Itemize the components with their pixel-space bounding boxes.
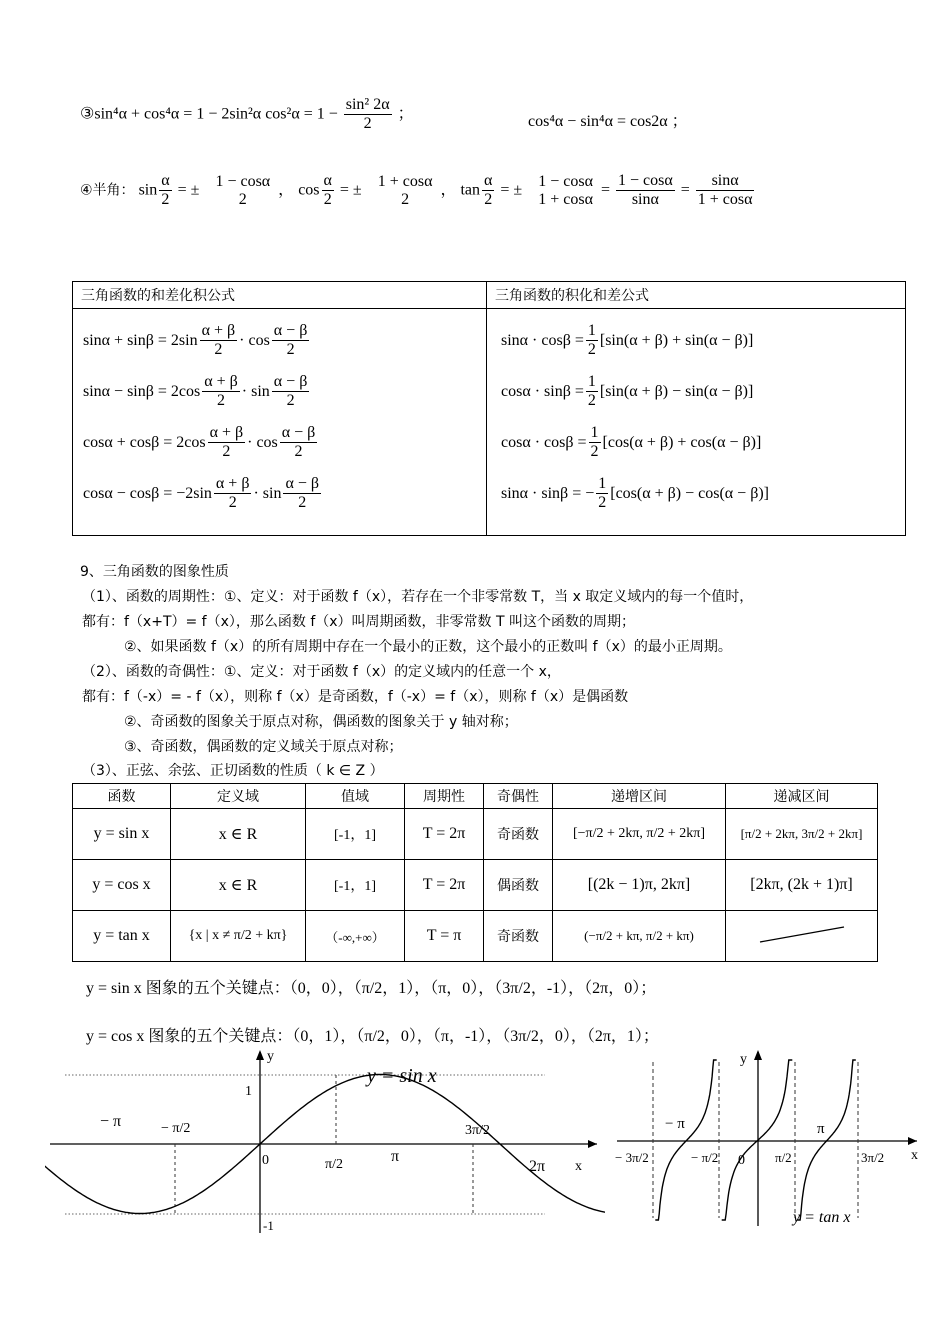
sin-graph (45, 1048, 605, 1238)
formula-3-right: cos⁴α − sin⁴α = cos2α ； (528, 113, 688, 130)
col-header: 递增区间 (553, 784, 726, 809)
cell-period: T = π (405, 911, 484, 962)
tick-label: 1 (245, 1084, 252, 1099)
tan-graph (615, 1048, 925, 1228)
tan-branch (797, 1060, 856, 1220)
origin-label: 0 (262, 1153, 269, 1168)
col-header: 定义域 (171, 784, 306, 809)
section-9-heading: 9、三角函数的图象性质 (80, 564, 229, 580)
text-line: ②、如果函数 f（x）的所有周期中存在一个最小的正数，这个最小的正数叫 f（x）的最小正周期。 (124, 639, 732, 655)
cell-decreasing: [π/2 + 2kπ, 3π/2 + 2kπ] (726, 809, 878, 860)
text-line: ③、奇函数，偶函数的定义域关于原点对称； (124, 739, 403, 755)
cell-decreasing (726, 911, 878, 962)
identity-table (72, 281, 906, 536)
sum-to-product-row: sinα + sinβ = 2sin $\frac{\alpha + \beta}{2}$ · cos $\frac{\alpha - \beta}{2}$ (83, 321, 308, 358)
tick-label: − 3π/2 (615, 1150, 649, 1165)
x-label: x (575, 1159, 582, 1174)
cell-func: y = cos x (73, 860, 171, 911)
cell-func: y = tan x (73, 911, 171, 962)
product-to-sum-cell (487, 309, 906, 536)
x-label: x (911, 1148, 918, 1163)
cell-parity: 奇函数 (484, 809, 553, 860)
tan-branch (655, 1060, 719, 1220)
col-header: 周期性 (405, 784, 484, 809)
tick-label: π/2 (325, 1157, 343, 1172)
table-row (73, 911, 878, 962)
cell-increasing: (−π/2 + kπ, π/2 + kπ) (553, 911, 726, 962)
cell-increasing: [−π/2 + 2kπ, π/2 + 2kπ] (553, 809, 726, 860)
sin-graph-title: y = sin x (367, 1065, 437, 1087)
cell-range: （-∞,+∞） (306, 911, 405, 962)
formula-4-half-angle: ④半角： sin $\frac{\alpha}{2}$ = ± 1 − cosα 2 ， cos $\frac{\alpha}{2}$ = ± 1 + cosα 2 ， tan $\frac{\alpha}{2}$ = ± 1 − cosα 1 + cosα = $\frac{1 - \cos\alpha}{\sin\alpha}$ = $\frac{\sin\alpha}{1 + \cos\alpha}$ (80, 172, 753, 209)
formula-3: ③sin⁴α + cos⁴α = 1 − 2sin²α cos²α = 1 − $\frac{\text{sin² 2α}}{2}$ ； (80, 96, 414, 133)
table-row (73, 860, 878, 911)
cell-func: y = sin x (73, 809, 171, 860)
tick-label: 3π/2 (861, 1150, 885, 1165)
product-to-sum-row: sinα · sinβ = − $\frac{1}{2}$ [cos(α + β) − cos(α − β)] (501, 474, 769, 511)
cell-parity: 奇函数 (484, 911, 553, 962)
tick-label: 2π (529, 1158, 546, 1175)
origin-label: 0 (738, 1153, 745, 1168)
tick-label: π/2 (775, 1150, 792, 1165)
col-header: 值域 (306, 784, 405, 809)
cos-keypoints: y = cos x 图象的五个关键点：（0，1），（π/2，0），（π，-1），（3π/2，0），（2π，1）； (86, 1028, 659, 1045)
text-line: 都有：f（-x）= - f（x），则称 f（x）是奇函数，f（-x）= f（x），则称 f（x）是偶函数 (82, 689, 629, 705)
sum-to-product-row: cosα + cosβ = 2cos $\frac{\alpha + \beta}{2}$ · cos $\frac{\alpha - \beta}{2}$ (83, 423, 316, 460)
tick-label: π (391, 1148, 400, 1165)
product-to-sum-row: sinα · cosβ = $\frac{1}{2}$ [sin(α + β) + sin(α − β)] (501, 321, 754, 358)
cell-parity: 偶函数 (484, 860, 553, 911)
text-line: （1）、函数的周期性：①、定义：对于函数 f（x），若存在一个非零常数 T，当 x 取定义域内的每一个值时， (82, 589, 754, 605)
tick-label: − π (100, 1113, 122, 1130)
tick-label: − π/2 (161, 1121, 191, 1136)
tan-graph-title: y = tan x (793, 1209, 851, 1226)
sum-to-product-row: sinα − sinβ = 2cos $\frac{\alpha + \beta}{2}$ · sin $\frac{\alpha - \beta}{2}$ (83, 372, 308, 409)
tan-branch (722, 1060, 793, 1220)
text-line: （2）、函数的奇偶性：①、定义：对于函数 f（x）的定义域内的任意一个 x， (82, 664, 561, 680)
cell-increasing: [(2k − 1)π, 2kπ] (553, 860, 726, 911)
cell-domain: x ∈ R (171, 809, 306, 860)
text-line: 都有：f（x+T）= f（x），那么函数 f（x）叫周期函数，非零常数 T 叫这个函数的周期； (82, 614, 636, 630)
y-label: y (740, 1052, 747, 1067)
cell-decreasing: [2kπ, (2k + 1)π] (726, 860, 878, 911)
tick-label: π (817, 1121, 825, 1137)
sum-to-product-cell (73, 309, 487, 536)
x-axis-arrow-icon (588, 1140, 597, 1148)
product-to-sum-row: cosα · cosβ = $\frac{1}{2}$ [cos(α + β) + cos(α − β)] (501, 423, 762, 460)
product-to-sum-row: cosα · sinβ = $\frac{1}{2}$ [sin(α + β) − sin(α − β)] (501, 372, 754, 409)
table-row (73, 809, 878, 860)
tick-label: − π (665, 1116, 685, 1132)
tick-label: -1 (263, 1218, 274, 1233)
col-header: 函数 (73, 784, 171, 809)
sin-keypoints: y = sin x 图象的五个关键点：（0，0），（π/2，1），（π，0），（3π/2，-1），（2π，0）； (86, 980, 657, 997)
y-axis-arrow-icon (256, 1050, 264, 1060)
cell-range: [-1，1] (306, 809, 405, 860)
diagonal-line-icon (752, 922, 852, 946)
cell-range: [-1，1] (306, 860, 405, 911)
cell-domain: {x | x ≠ π/2 + kπ} (171, 911, 306, 962)
tick-label: − π/2 (691, 1150, 719, 1165)
y-axis-arrow-icon (754, 1050, 762, 1060)
sum-to-product-row: cosα − cosβ = −2sin $\frac{\alpha + \beta}{2}$ · sin $\frac{\alpha - \beta}{2}$ (83, 474, 320, 511)
properties-table (72, 783, 878, 962)
cell-period: T = 2π (405, 860, 484, 911)
tick-label: 3π/2 (465, 1123, 490, 1138)
header-product-to-sum: 三角函数的积化和差公式 (487, 282, 906, 309)
cell-period: T = 2π (405, 809, 484, 860)
col-header: 奇偶性 (484, 784, 553, 809)
cell-domain: x ∈ R (171, 860, 306, 911)
col-header: 递减区间 (726, 784, 878, 809)
text-line: （3）、正弦、余弦、正切函数的性质（ k ∈ Z ） (82, 763, 384, 779)
x-axis-arrow-icon (908, 1137, 917, 1145)
text-line: ②、奇函数的图象关于原点对称，偶函数的图象关于 y 轴对称； (124, 714, 518, 730)
header-sum-to-product: 三角函数的和差化积公式 (73, 282, 487, 309)
y-label: y (267, 1049, 274, 1064)
